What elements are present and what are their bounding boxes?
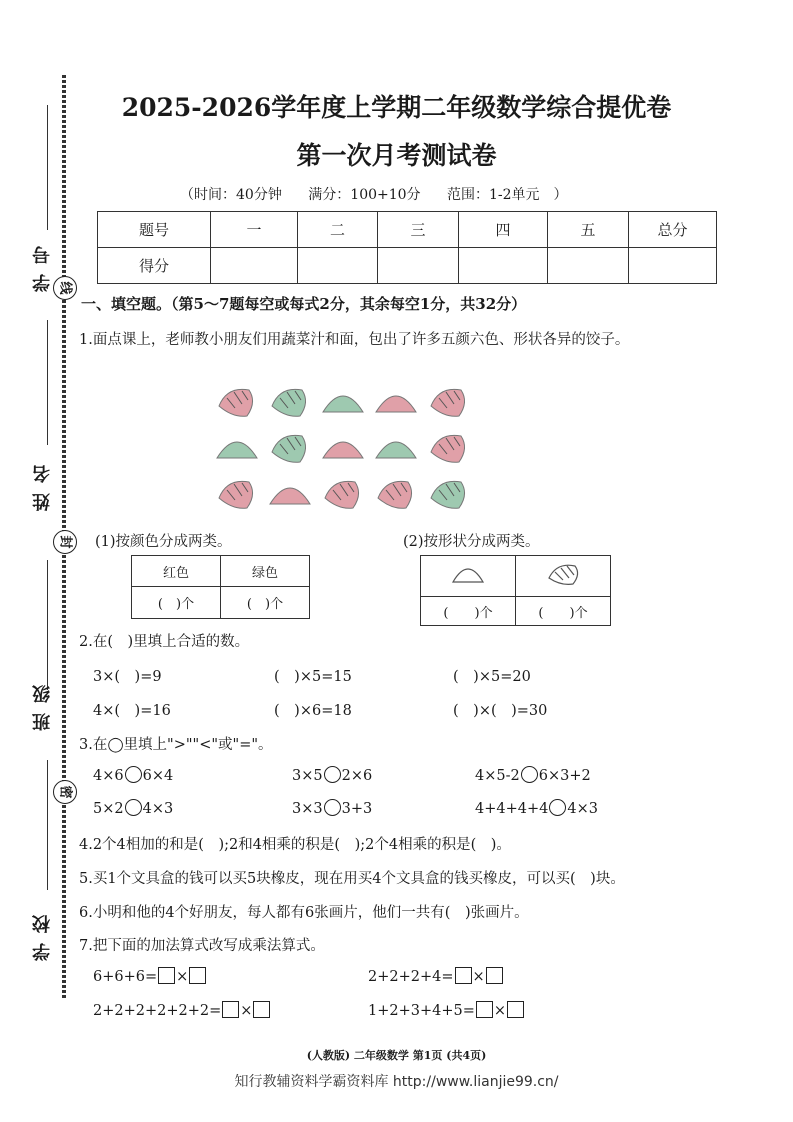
q2-item[interactable]: ( )×5=20: [453, 669, 531, 685]
school-line: [47, 760, 48, 890]
question-1-part-2: (2)按形状分成两类。: [403, 534, 540, 550]
seal-seal: 封: [53, 530, 77, 554]
compare-circle[interactable]: [521, 766, 538, 783]
page-footer: (人教版) 二年级数学 第1页 (共4页): [306, 1049, 487, 1062]
dumpling-icon: [272, 389, 306, 416]
q2-item[interactable]: ( )×5=15: [274, 669, 352, 685]
compare-circle[interactable]: [324, 799, 341, 816]
q2-item[interactable]: ( )×( )=30: [453, 703, 548, 719]
red-header: 红色: [132, 556, 221, 587]
red-count-blank[interactable]: ( )个: [132, 587, 221, 619]
score-cell[interactable]: [378, 248, 459, 284]
dumplings-illustration: [205, 378, 495, 518]
score-table-header-row: [98, 212, 717, 248]
q3-item[interactable]: 3×3 3+3: [292, 801, 373, 817]
q3-item[interactable]: 5×2 4×3: [93, 801, 174, 817]
watermark-text: 知行教辅资料学霸资料库 http://www.lianjie99.cn/: [234, 1074, 559, 1090]
dumpling-icon: [217, 442, 257, 458]
shape-round-cell: [421, 556, 516, 597]
q2-item[interactable]: 3×( )=9: [93, 669, 162, 685]
q3-item[interactable]: 4×6 6×4: [93, 768, 174, 784]
question-2: 2.在( )里填上合适的数。: [79, 634, 250, 650]
score-header-cell: 一: [211, 212, 298, 248]
dumpling-icon: [325, 481, 359, 508]
class-label: 班级: [32, 675, 53, 731]
dumpling-icon: [272, 435, 306, 462]
student-id-label: 学号: [32, 236, 53, 292]
q3-item[interactable]: 4×5-2 6×3+2: [475, 768, 591, 784]
question-1-part-1: (1)按颜色分成两类。: [95, 534, 232, 550]
score-row-label: 得分: [98, 248, 211, 284]
section-1-heading: 一、填空题。（第5～7题每空或每式2分，其余每空1分，共32分）: [81, 295, 527, 313]
shape-classification-table: [420, 555, 611, 626]
answer-box[interactable]: [158, 967, 175, 984]
round-count-blank[interactable]: ( )个: [421, 597, 516, 626]
dumpling-icon: [323, 442, 363, 458]
question-5: 5.买1个文具盒的钱可以买5块橡皮，现在用买4个文具盒的钱买橡皮，可以买( )块。: [79, 871, 625, 887]
q2-item[interactable]: ( )×6=18: [274, 703, 352, 719]
dumpling-icon: [378, 481, 412, 508]
q3-item[interactable]: 4+4+4+4 4×3: [475, 801, 598, 817]
page-title: 2025-2026学年度上学期二年级数学综合提优卷: [121, 93, 672, 122]
score-cell[interactable]: [548, 248, 629, 284]
score-table-score-row: [98, 248, 717, 284]
answer-box[interactable]: [189, 967, 206, 984]
exam-range: 范围：1-2单元 ）: [447, 187, 568, 203]
question-7: 7.把下面的加法算式改写成乘法算式。: [79, 938, 325, 954]
dumpling-icon: [219, 389, 253, 416]
seal-secret: 密: [53, 780, 77, 804]
score-header-cell: 总分: [629, 212, 717, 248]
q2-item[interactable]: 4×( )=16: [93, 703, 171, 719]
green-header: 绿色: [221, 556, 310, 587]
score-cell[interactable]: [459, 248, 548, 284]
question-4: 4.2个4相加的和是( );2和4相乘的积是( );2个4相乘的积是( )。: [79, 837, 511, 853]
pleated-dumpling-icon: [543, 560, 583, 588]
score-cell[interactable]: [298, 248, 378, 284]
q7-item[interactable]: 6+6+6= ×: [93, 967, 207, 985]
dumpling-icon: [219, 481, 253, 508]
dumpling-icon: [431, 389, 465, 416]
dumpling-icon: [323, 396, 363, 412]
exam-full-score: 满分：100+10分: [308, 187, 421, 203]
compare-circle[interactable]: [125, 799, 142, 816]
score-header-cell: 题号: [98, 212, 211, 248]
score-header-cell: 三: [378, 212, 459, 248]
school-label: 学校: [32, 905, 53, 961]
score-cell[interactable]: [629, 248, 717, 284]
seal-line: 线: [53, 276, 77, 300]
answer-box[interactable]: [486, 967, 503, 984]
page-subtitle: 第一次月考测试卷: [296, 141, 497, 170]
score-table: [97, 211, 717, 284]
q3-item[interactable]: 3×5 2×6: [292, 768, 373, 784]
answer-box[interactable]: [253, 1001, 270, 1018]
answer-box[interactable]: [507, 1001, 524, 1018]
score-header-cell: 五: [548, 212, 629, 248]
question-1: 1.面点课上，老师教小朋友们用蔬菜汁和面，包出了许多五颜六色、形状各异的饺子。: [79, 332, 630, 348]
answer-box[interactable]: [455, 967, 472, 984]
compare-circle[interactable]: [549, 799, 566, 816]
name-label: 姓名: [32, 455, 53, 511]
dumpling-icon: [376, 442, 416, 458]
shape-pleated-cell: [516, 556, 611, 597]
name-line: [47, 320, 48, 445]
dumpling-icon: [270, 488, 310, 504]
round-dumpling-icon: [448, 560, 488, 588]
question-6: 6.小明和他的4个好朋友，每人都有6张画片，他们一共有( )张画片。: [79, 905, 529, 921]
class-line: [47, 560, 48, 690]
dumpling-icon: [431, 481, 465, 508]
q7-item[interactable]: 2+2+2+4= ×: [368, 967, 504, 985]
dumpling-icon: [431, 435, 465, 462]
score-header-cell: 四: [459, 212, 548, 248]
q7-item[interactable]: 1+2+3+4+5= ×: [368, 1001, 525, 1019]
dumpling-icon: [376, 396, 416, 412]
compare-circle[interactable]: [324, 766, 341, 783]
color-classification-table: [131, 555, 310, 619]
exam-time: （时间：40分钟: [180, 187, 282, 203]
green-count-blank[interactable]: ( )个: [221, 587, 310, 619]
question-3: 3.在◯里填上">""<"或"="。: [79, 737, 273, 753]
pleated-count-blank[interactable]: ( )个: [516, 597, 611, 626]
score-cell[interactable]: [211, 248, 298, 284]
q7-item[interactable]: 2+2+2+2+2+2= ×: [93, 1001, 271, 1019]
exam-meta: [180, 184, 590, 204]
compare-circle[interactable]: [125, 766, 142, 783]
answer-box[interactable]: [476, 1001, 493, 1018]
answer-box[interactable]: [222, 1001, 239, 1018]
score-header-cell: 二: [298, 212, 378, 248]
